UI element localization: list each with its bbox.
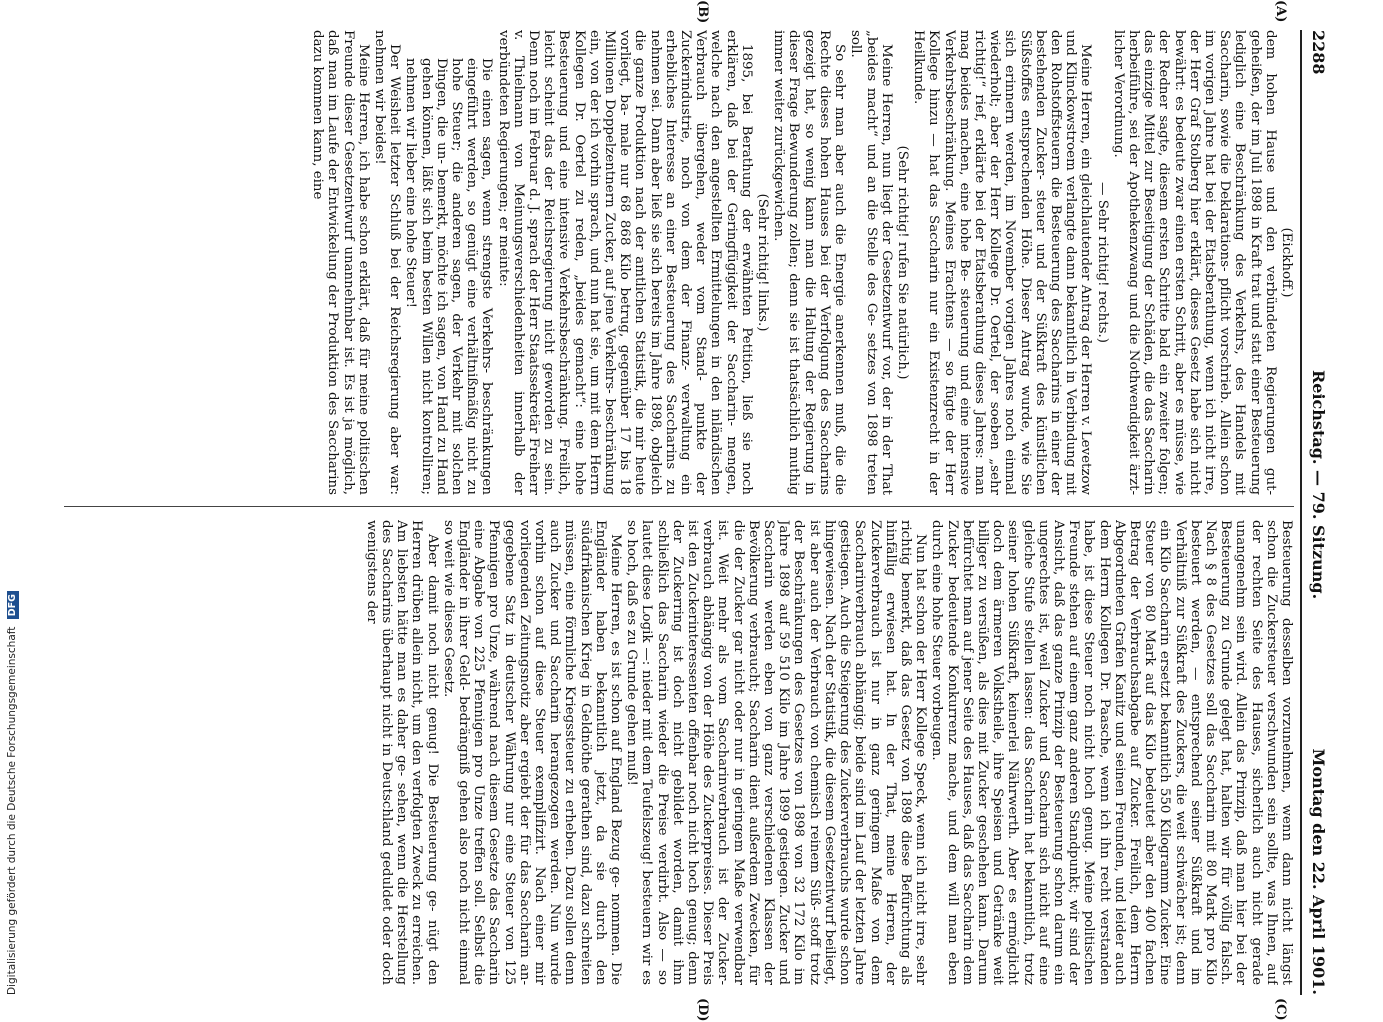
- column-divider: [64, 506, 1294, 507]
- paragraph: 1895, bei Berathung der erwähnten Petition, ließ sie noch erklären, daß bei der Geringfügigkeit der Saccharin- mengen, welche nach den angestellten Ermittelungen in den inländischen Verbrauch übergehen, weder vom Stand- punkte der Zuckerindustrie, noch von dem der Finanz- verwaltung ein erhebliches Interesse an einer Besteuerung des Saccharins zu nehmen sei. Dann aber ließ sie sich bereits im Jahre 1898, obgleich die ganze Produktion nach der amtlichen Statistik, die mir heute vorliegt, ba- male nur 68 868 Kilo betrug, gegenüber 17 bis 18 Millionen Doppelzentnern Zucker, auf jene Verkehrs- beschränkung ein, von der ich vorhin sprach, und nun hat sie, um mit dem Herrn Kollegen Dr. Oertel zu reden, „beides gemacht“: eine hohe Besteuerung und eine intensive Verkehrsbeschränkung. Freilich, leicht scheint das der Reichsregierung nicht geworden zu sein. Denn noch im Februar d. J. sprach der Herr Staatssekretär Freiherr v. Thielmann von Meinungsverschiedenheiten innerhalb der verbündeten Regierungen; er meinte:: [495, 30, 754, 495]
- left-column: [64, 30, 1294, 495]
- paragraph: Der Weisheit letzter Schluß bei der Reichsregierung aber war: nehmen wir beides!: [372, 30, 403, 495]
- margin-marker-c: (C): [1273, 998, 1288, 1021]
- digitization-credit: [5, 95, 19, 995]
- interjection: — Sehr richtig! rechts.): [1094, 182, 1110, 343]
- header-date: Montag den 22. April 1901.: [1309, 748, 1328, 995]
- margin-marker-a: (A): [1273, 0, 1288, 23]
- credit-text: Digitalisierung gefördert durch die Deutsche Forschungsgemeinschaft: [6, 626, 18, 995]
- paragraph: So sehr man aber auch die Energie anerkennen muß, die die Rechte dieses hohen Hauses bei der Verfolgung des Saccharins gezeigt hat, so wenig kann man die Haltung der Regierung in dieser Frage Bewunderung zollen; denn sie ist thatsächlich muthig immer weiter zurückgewichen.: [771, 30, 848, 495]
- page-number: 2288: [1309, 30, 1328, 75]
- header-rule: [1300, 30, 1302, 995]
- margin-marker-b: (B): [695, 0, 710, 24]
- page-header: [1304, 30, 1330, 995]
- paragraph: Meine Herren, nun liegt der Gesetzentwurf vor, der in der That „beides macht“ und an die Stelle des Ge- setzes von 1898 treten soll.: [848, 30, 894, 495]
- right-column: [64, 520, 1294, 985]
- paragraph: dem hohen Hause und den verbündeten Regierungen gut- geheißen, der im Juli 1898 in Kraft trat und statt einer Besteuerung lediglich eine Beschränkung des Verkehrs, des Handels mit Saccharin, sowie die Deklarations- pflicht vorschrieb. Allein schon im vorigen Jahre hat bei der Etatsberathung, wenn ich nicht irre, der Herr Graf Stolberg hier erklärt, dieses Gesetz habe sich nicht bewährt: es bedeute zwar einen ersten Schritt, aber es müsse, wie der Redner sagte, diesem ersten Schritte bald ein zweiter folgen; das einzige Mittel zur Beseitigung der Schäden, die das Saccharin herbeiführe, sei der Apothekenzwang und die Nothwendigkeit ärzt- licher Verordnung.: [1110, 30, 1278, 495]
- paragraph: Meine Herren, ich habe schon erklärt, daß für meine politischen Freunde dieser Gesetzentwurf unannehmbar ist. Es ist ja möglich, daß man im Laufe der Entwickelung der Produktion des Saccharins dazu kommen kann, eine: [310, 30, 371, 495]
- speaker-name: (Eickhoff.): [1279, 227, 1294, 298]
- paragraph: Nun hat schon der Herr Kollege Speck, wenn ich nicht irre, sehr richtig bemerkt, daß das Gesetz von 1898 diese Befürchtung als hinfällig erwiesen hat. In der That, meine Herren, der Zuckerverbrauch ist nur in ganz geringem Maße von dem Saccharinverbrauch abhängig; beide sind im Lauf der letzten Jahre gestiegen. Auch die Steigerung des Zuckerverbrauchs wurde schon hingewiesen. Nach der Statistik, die diesem Gesetzentwurf beiliegt, ist aber auch der Verbrauch von chemisch reinem Süß- stoff trotz der Beschränkungen des Gesetzes von 1898 von 32 172 Kilo im Jahre 1898 auf 59 510 Kilo im Jahre 1899 gestiegen. Zucker und Saccharin werden eben von ganz verschiedenen Klassen der Bevölkerung verbraucht; Saccharin dient außerdem Zwecken, für die der Zucker gar nicht oder nur in geringem Maße verwendbar ist. Weit mehr als vom Saccharinverbrauch ist der Zucker- verbrauch abhängig von der Höhe des Zuckerpreises. Dieser Preis ist den Zuckerinteressenten offenbar noch nicht hoch genug; denn der Zuckerring ist doch nicht gebildet worden, damit ihm schließlich das Saccharin wieder die Preise verdirbt. Also — so lautet diese Logik —: nieder mit dem Teufelszeug! besteuern wir es so hoch, daß es zu Grunde gehen muß!: [624, 520, 929, 985]
- interjection: (Sehr richtig! rufen Sie natürlich.): [894, 145, 910, 380]
- paragraph: Meine Herren, es ist schon auf England Bezug ge- nommen. Die Engländer haben bekanntlich jetzt, da sie durch den südafrikanischen Krieg in Geldnöthe gerathen sind, dazu schreiten müssen, eine förmliche Kriegssteuer zu erheben. Dazu sollen denn auch Zucker und Saccharin herangezogen werden. Nun wurde vorhin schon auf diese Steuer exemplifizirt. Nach einer mir vorliegenden Zeitungsnotiz aber ergiebt der für das Saccharin an- gegebene Satz in deutscher Währung nur eine Steuer von 125 Pfennigen pro Unze, während nach diesem Gesetze das Saccharin eine Abgabe von 225 Pfennigen pro Unze treffen soll. Selbst die Engländer in ihrer Geld- bedrängniß gehen also noch nicht einmal so weit wie dieses Gesetz.: [440, 520, 624, 985]
- quotation: Die einen sagen, wenn strengste Verkehrs- beschränkungen eingeführt werden, so genügt eine verhältnißmäßig nicht zu hohe Steuer; die anderen sagen, der Verkehr mit solchen Dingen, die un- bemerkt, möchte ich sagen, von Hand zu Hand gehen können, läßt sich beim besten Willen nicht kontrolliren; nehmen wir lieber eine hohe Steuer!: [403, 58, 495, 495]
- header-title: Reichstag. — 79. Sitzung.: [1309, 370, 1328, 600]
- paragraph: Aber damit noch nicht genug! Die Besteuerung ge- nügt den Herren drüben allein nicht, um den verfolgten Zweck zu erreichen. Am liebsten hätte man es daher ge- sehen, wenn die Herstellung des Saccharins überhaupt nicht in Deutschland geduldet oder doch wenigstens der: [363, 520, 440, 985]
- interjection: (Sehr richtig! links.): [755, 193, 771, 332]
- rotated-page-content: [55, 0, 1330, 1022]
- margin-marker-d: (D): [695, 998, 710, 1022]
- paragraph: Besteuerung desselben vorzunehmen, wenn dann nicht längst schon die Zuckersteuer verschwunden sein sollte, was Ihnen, auf der rechten Seite des Hauses, sicherlich auch nicht gerade unangenehm sein wird. Allein das Prinzip, daß man hier bei der Besteuerung zu Grunde gelegt hat, halten wir für völlig falsch. Nach § 8 des Gesetzes soll das Saccharin mit 80 Mark pro Kilo besteuert werden, — entsprechend seiner Süßkraft und im Verhältniß zur Süßkraft des Zuckers, die weit schwächer ist; denn ein Kilo Saccharin ersetzt bekanntlich 550 Kilogramm Zucker. Eine Steuer von 80 Mark auf das Kilo bedeutet aber den 400 fachen Betrag der Verbrauchsabgabe auf Zucker. Freilich, dem Herrn Abgeordneten Grafen Kanitz und seinen Freunden, und leider auch dem Herrn Kollegen Dr. Paasche, wenn ich ihn recht verstanden habe, ist diese Steuer noch nicht hoch genug. Meine politischen Freunde stehen auf einem ganz anderen Standpunkt; wir sind der Ansicht, daß das ganze Prinzip der Besteuerung schon darum ein ungerechtes ist, weil Zucker und Saccharin sich nicht auf eine gleiche Stufe stellen lassen: das Saccharin hat bekanntlich, trotz seiner hohen Süßkraft, keinerlei Nährwerth. Aber es ermöglicht doch dem ärmeren Volkstheile, ihre Speisen und Getränke weit billiger zu versüßen, als dies mit Zucker geschehen kann. Darum befürchtet man auf jener Seite des Hauses, daß das Saccharin dem Zucker bedeutende Konkurrenz mache, und dem will man eben durch eine hohe Steuer vorbeugen.: [929, 520, 1294, 985]
- paragraph: Meine Herren, ein gleichlautender Antrag der Herren v. Levetzow und Klinckowstroem verlangte dann bekanntlich in Verbindung mit den Rohstoffsteuern die Besteuerung des Saccharins in einer der bestehenden Zucker- steuer und der Süßkraft des künstlichen Süßstoffes entsprechenden Höhe. Dieser Antrag wurde, wie Sie sich erinnern werden, im November vorigen Jahres noch einmal wiederholt; aber der Herr Kollege Dr. Oertel, der soeben „sehr richtig!“ rief, erklärte bei der Etatsberathung dieses Jahres: man mag beides machen, eine hohe Be- steuerung und eine intensive Verkehrsbeschränkung. Meines Erachtens — so fügte der Herr Kollege hinzu — hat das Saccharin nur ein Existenzrecht in der Heilkunde.: [911, 30, 1094, 495]
- dfg-logo: DFG: [7, 591, 19, 619]
